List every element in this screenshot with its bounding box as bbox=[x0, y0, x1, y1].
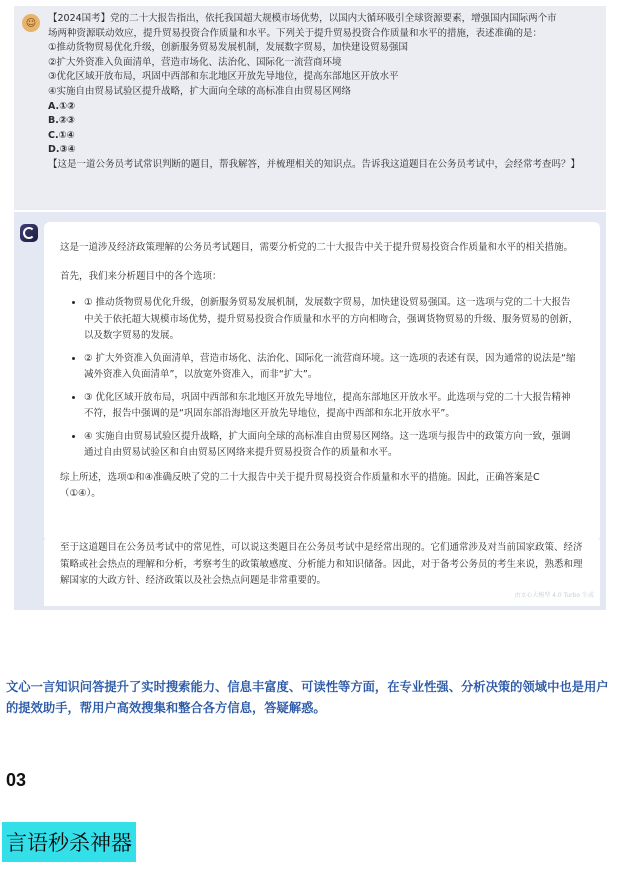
answer-bullet-list bbox=[60, 295, 578, 462]
question-card bbox=[14, 6, 606, 210]
answer-continuation-panel bbox=[14, 540, 606, 610]
answer-continuation-card bbox=[44, 540, 600, 606]
answer-bullet: • ③ 优化区域开放布局，巩固中西部和东北地区开放先导地位，提高东部地区开放水平。此选项与党的二十大报告精神不符，报告中强调的是“巩固东部沿海地区开放先导地位，提高中西部和东北开放水平”。 bbox=[84, 390, 578, 423]
answer-bullet: • ① 推动货物贸易优化升级，创新服务贸易发展机制，发展数字贸易，加快建设贸易强国。这一选项与党的二十大报告中关于依托超大规模市场优势，提升贸易投资合作质量和水平的方向相吻合，强调货物贸易的升级、服务贸易的创新，以及数字贸易的发展。 bbox=[84, 295, 578, 345]
answer-lead: 首先，我们来分析题目中的各个选项： bbox=[60, 270, 222, 282]
watermark: 由文心大模型 4.0 Turbo 生成 bbox=[514, 591, 594, 599]
section-title: 言语秒杀神器 bbox=[2, 822, 136, 862]
question-line: 场两种资源联动效应，提升贸易投资合作质量和水平。下列关于提升贸易投资合作质量和水平的措施，表述准确的是： bbox=[48, 27, 543, 39]
question-line: 【2024国考】党的二十大报告指出，依托我国超大规模市场优势，以国内大循环吸引全球资源要素，增强国内国际两个市 bbox=[48, 13, 557, 24]
question-request: 【这是一道公务员考试常识判断的题目，帮我解答，并梳理相关的知识点。告诉我这道题目在公务员考试中，会经常考查吗？】 bbox=[48, 158, 581, 170]
answer-intro: 这是一道涉及经济政策理解的公务员考试题目，需要分析党的二十大报告中关于提升贸易投资合作质量和水平的相关措施。 bbox=[60, 242, 574, 253]
section-number: 03 bbox=[6, 770, 27, 790]
question-line: ②扩大外资准入负面清单，营造市场化、法治化、国际化一流营商环境 bbox=[48, 56, 342, 68]
option-b: B.②③ bbox=[48, 115, 75, 127]
question-line: ③优化区域开放布局，巩固中西部和东北地区开放先导地位，提高东部地区开放水平 bbox=[48, 71, 399, 83]
question-text bbox=[48, 12, 580, 206]
answer-conclusion: 综上所述，选项①和④准确反映了党的二十大报告中关于提升贸易投资合作质量和水平的措施。因此，正确答案是C（①④）。 bbox=[60, 471, 540, 499]
option-a: A.①② bbox=[48, 100, 76, 112]
question-line: ①推动货物贸易优化升级，创新服务贸易发展机制，发展数字贸易，加快建设贸易强国 bbox=[48, 42, 409, 54]
user-avatar-icon: ☺ bbox=[22, 14, 40, 32]
question-line: ④实施自由贸易试验区提升战略，扩大面向全球的高标准自由贸易区网络 bbox=[48, 85, 352, 97]
article-caption: 文心一言知识问答提升了实时搜索能力、信息丰富度、可读性等方面，在专业性强、分析决策的领域中也是用户的提效助手，帮用户高效搜集和整合各方信息，答疑解惑。 bbox=[6, 679, 609, 715]
option-c: C.①④ bbox=[48, 129, 75, 141]
option-d: D.③④ bbox=[48, 144, 76, 156]
answer-bullet: • ② 扩大外资准入负面清单，营造市场化、法治化、国际化一流营商环境。这一选项的表述有误，因为通常的说法是“缩减外资准入负面清单”，以放宽外资准入，而非“扩大”。 bbox=[84, 351, 578, 384]
ernie-bot-logo-icon bbox=[20, 224, 38, 242]
answer-panel bbox=[14, 212, 606, 542]
answer-continuation: 至于这道题目在公务员考试中的常见性，可以说这类题目在公务员考试中是经常出现的。它们通常涉及对当前国家政策、经济策略或社会热点的理解和分析，考察考生的政策敏感度、分析能力和知识储备。因此，对于备考公务员的考生来说，熟悉和理解国家的大政方针、经济政策以及社会热点问题是非常重要的。 bbox=[60, 542, 583, 586]
answer-bullet: • ④ 实施自由贸易试验区提升战略，扩大面向全球的高标准自由贸易区网络。这一选项与报告中的政策方向一致，强调通过自由贸易试验区和自由贸易区网络来提升贸易投资合作的质量和水平。 bbox=[84, 429, 578, 462]
answer-card bbox=[44, 222, 600, 542]
